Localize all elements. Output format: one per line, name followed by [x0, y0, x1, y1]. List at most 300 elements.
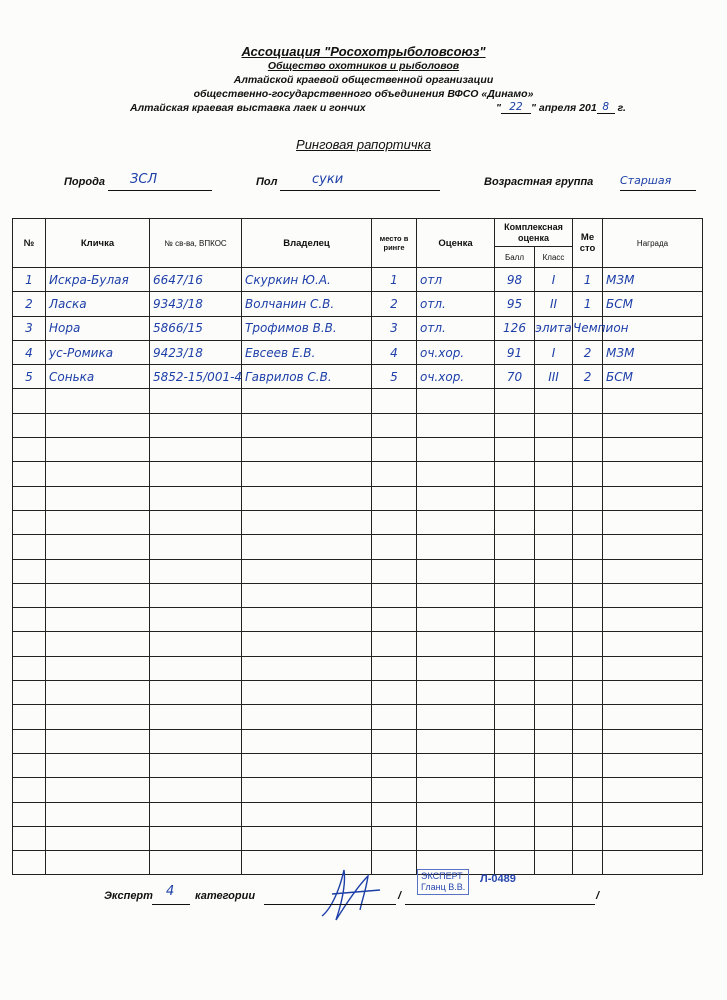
cell-name: [46, 608, 150, 632]
cell-name: [46, 486, 150, 510]
cell-place: Чемпион: [573, 316, 603, 340]
cell-class: [535, 656, 573, 680]
cell-award: [603, 851, 703, 875]
cell-grade: [417, 510, 495, 534]
cell-place: [573, 559, 603, 583]
cell-name: [46, 389, 150, 413]
cell-award: [603, 632, 703, 656]
cell-award: [603, 535, 703, 559]
cell-grade: отл.: [417, 292, 495, 316]
exhibition-title: Алтайская краевая выставка лаек и гончих: [130, 102, 366, 114]
cell-ring-place: [372, 778, 417, 802]
cell-award: [603, 438, 703, 462]
cell-place: [573, 510, 603, 534]
cell-owner: [242, 632, 372, 656]
cell-score: [495, 826, 535, 850]
report-table: [12, 218, 703, 875]
cell-num: [13, 559, 46, 583]
cell-score: [495, 510, 535, 534]
cell-place: 1: [573, 292, 603, 316]
cell-place: [573, 826, 603, 850]
breed-label: Порода: [64, 176, 105, 188]
cell-grade: [417, 705, 495, 729]
cell-num: [13, 413, 46, 437]
table-row: [13, 268, 703, 292]
cell-reg: [150, 389, 242, 413]
col-header-grade: Оценка: [417, 219, 495, 268]
cell-place: 2: [573, 340, 603, 364]
cell-num: [13, 608, 46, 632]
cell-class: [535, 486, 573, 510]
cell-award: [603, 826, 703, 850]
cell-class: [535, 583, 573, 607]
table-row: [13, 340, 703, 364]
cell-ring-place: [372, 826, 417, 850]
cell-score: [495, 681, 535, 705]
cell-reg: [150, 413, 242, 437]
cell-grade: [417, 608, 495, 632]
cell-place: [573, 802, 603, 826]
cell-name: Нора: [46, 316, 150, 340]
cell-class: элита: [535, 316, 573, 340]
cell-score: [495, 462, 535, 486]
table-row: [13, 681, 703, 705]
expert-label: Эксперт: [104, 890, 153, 902]
col-header-place: Ме сто: [573, 219, 603, 268]
cell-num: [13, 778, 46, 802]
cell-score: [495, 753, 535, 777]
cell-owner: [242, 535, 372, 559]
cell-owner: Гаврилов С.В.: [242, 365, 372, 389]
cell-place: [573, 608, 603, 632]
cell-reg: [150, 656, 242, 680]
cell-award: [603, 681, 703, 705]
table-row: [13, 608, 703, 632]
table-row: [13, 729, 703, 753]
cell-num: [13, 802, 46, 826]
cell-class: [535, 851, 573, 875]
cell-ring-place: [372, 729, 417, 753]
category-underline: [152, 904, 190, 905]
cell-owner: [242, 510, 372, 534]
cell-num: [13, 486, 46, 510]
cell-reg: 9343/18: [150, 292, 242, 316]
cell-name: [46, 535, 150, 559]
cell-reg: [150, 729, 242, 753]
table-row: [13, 316, 703, 340]
cell-reg: [150, 802, 242, 826]
cell-reg: [150, 632, 242, 656]
cell-class: II: [535, 292, 573, 316]
cell-owner: Трофимов В.В.: [242, 316, 372, 340]
table-row: [13, 510, 703, 534]
cell-reg: [150, 608, 242, 632]
cell-grade: [417, 389, 495, 413]
cell-score: [495, 438, 535, 462]
col-header-name: Кличка: [46, 219, 150, 268]
cell-reg: [150, 535, 242, 559]
cell-owner: Волчанин С.В.: [242, 292, 372, 316]
cell-name: [46, 510, 150, 534]
cell-reg: [150, 559, 242, 583]
cell-owner: [242, 462, 372, 486]
cell-grade: [417, 802, 495, 826]
cell-class: [535, 413, 573, 437]
cell-score: 70: [495, 365, 535, 389]
breed-sex-age-line: [0, 172, 727, 196]
cell-num: 1: [13, 268, 46, 292]
cell-reg: [150, 462, 242, 486]
cell-owner: [242, 681, 372, 705]
cell-num: [13, 632, 46, 656]
cell-grade: [417, 486, 495, 510]
cell-score: [495, 413, 535, 437]
cell-place: [573, 583, 603, 607]
stamp-name: Гланц В.В.: [421, 882, 466, 892]
cell-name: [46, 438, 150, 462]
cell-class: [535, 705, 573, 729]
cell-grade: [417, 656, 495, 680]
date-line: [496, 101, 626, 114]
cell-grade: [417, 778, 495, 802]
col-header-reg: № св-ва, ВПКОС: [150, 219, 242, 268]
cell-name: [46, 826, 150, 850]
cell-score: [495, 632, 535, 656]
cell-ring-place: [372, 681, 417, 705]
cell-grade: оч.хор.: [417, 340, 495, 364]
cell-num: 5: [13, 365, 46, 389]
cell-grade: [417, 462, 495, 486]
cell-name: [46, 851, 150, 875]
table-row: [13, 753, 703, 777]
cell-ring-place: [372, 462, 417, 486]
cell-class: [535, 535, 573, 559]
cell-award: [603, 753, 703, 777]
cell-name: [46, 778, 150, 802]
col-header-class: Класс: [535, 247, 573, 268]
table-row: [13, 802, 703, 826]
cell-grade: [417, 681, 495, 705]
table-row: [13, 826, 703, 850]
cell-name: [46, 559, 150, 583]
cell-class: [535, 632, 573, 656]
cell-score: 95: [495, 292, 535, 316]
table-row: [13, 486, 703, 510]
cell-ring-place: [372, 510, 417, 534]
cell-class: [535, 389, 573, 413]
cell-name: [46, 705, 150, 729]
cell-grade: [417, 729, 495, 753]
col-header-complex: Комплексная оценка: [495, 219, 573, 247]
cell-reg: 6647/16: [150, 268, 242, 292]
cell-num: [13, 681, 46, 705]
cell-score: [495, 802, 535, 826]
cell-num: 3: [13, 316, 46, 340]
cell-class: [535, 438, 573, 462]
cell-grade: отл: [417, 268, 495, 292]
cell-award: [603, 486, 703, 510]
cell-owner: [242, 656, 372, 680]
cell-num: 4: [13, 340, 46, 364]
org-line-2: общественно-государственного объединения ВФСО «Динамо»: [193, 88, 534, 100]
table-row: [13, 632, 703, 656]
cell-owner: [242, 559, 372, 583]
stamp-code: Л-0489: [480, 873, 516, 885]
cell-award: [603, 705, 703, 729]
cell-ring-place: [372, 656, 417, 680]
table-row: [13, 365, 703, 389]
cell-score: [495, 389, 535, 413]
cell-grade: [417, 753, 495, 777]
cell-class: I: [535, 340, 573, 364]
cell-score: [495, 851, 535, 875]
cell-score: [495, 535, 535, 559]
cell-place: 1: [573, 268, 603, 292]
cell-owner: [242, 389, 372, 413]
sex-label: Пол: [256, 176, 278, 188]
cell-ring-place: [372, 486, 417, 510]
cell-award: [603, 778, 703, 802]
cell-owner: Скуркин Ю.А.: [242, 268, 372, 292]
cell-class: [535, 778, 573, 802]
cell-score: [495, 778, 535, 802]
name-underline: [405, 904, 595, 905]
cell-name: [46, 681, 150, 705]
cell-owner: [242, 705, 372, 729]
cell-grade: [417, 826, 495, 850]
cell-score: [495, 583, 535, 607]
cell-num: 2: [13, 292, 46, 316]
cell-place: [573, 681, 603, 705]
col-header-num: №: [13, 219, 46, 268]
cell-place: [573, 705, 603, 729]
slash-1: /: [398, 890, 402, 902]
cell-score: [495, 608, 535, 632]
cell-ring-place: [372, 608, 417, 632]
cell-num: [13, 705, 46, 729]
table-row: [13, 413, 703, 437]
date-month: " апреля 201: [530, 102, 597, 114]
cell-ring-place: [372, 583, 417, 607]
cell-num: [13, 510, 46, 534]
breed-value: ЗСЛ: [130, 172, 158, 187]
cell-score: 126: [495, 316, 535, 340]
cell-name: [46, 802, 150, 826]
cell-reg: [150, 826, 242, 850]
age-group-underline: [620, 190, 696, 191]
cell-grade: [417, 583, 495, 607]
cell-place: [573, 656, 603, 680]
col-header-score: Балл: [495, 247, 535, 268]
cell-place: [573, 413, 603, 437]
cell-reg: [150, 583, 242, 607]
cell-class: [535, 681, 573, 705]
cell-award: [603, 413, 703, 437]
expert-stamp: [417, 869, 516, 895]
cell-class: [535, 802, 573, 826]
cell-award: МЗМ: [603, 268, 703, 292]
cell-num: [13, 753, 46, 777]
cell-award: [603, 510, 703, 534]
cell-owner: Евсеев Е.В.: [242, 340, 372, 364]
cell-reg: [150, 438, 242, 462]
cell-num: [13, 462, 46, 486]
table-row: [13, 438, 703, 462]
age-group-label: Возрастная группа: [484, 176, 594, 188]
cell-award: [603, 802, 703, 826]
cell-grade: оч.хор.: [417, 365, 495, 389]
cell-score: [495, 486, 535, 510]
cell-ring-place: [372, 802, 417, 826]
category-value: 4: [166, 884, 175, 899]
cell-reg: [150, 705, 242, 729]
table-row: [13, 705, 703, 729]
breed-underline: [108, 190, 212, 191]
cell-place: [573, 851, 603, 875]
cell-reg: 5866/15: [150, 316, 242, 340]
cell-class: [535, 559, 573, 583]
date-open-quote: ": [496, 102, 501, 114]
cell-ring-place: [372, 438, 417, 462]
cell-ring-place: 1: [372, 268, 417, 292]
cell-owner: [242, 826, 372, 850]
cell-ring-place: 3: [372, 316, 417, 340]
cell-owner: [242, 753, 372, 777]
cell-score: [495, 705, 535, 729]
cell-reg: [150, 510, 242, 534]
cell-owner: [242, 729, 372, 753]
cell-num: [13, 535, 46, 559]
cell-award: [603, 462, 703, 486]
cell-num: [13, 389, 46, 413]
cell-award: БСМ: [603, 292, 703, 316]
cell-name: [46, 729, 150, 753]
cell-place: [573, 462, 603, 486]
cell-grade: отл.: [417, 316, 495, 340]
cell-num: [13, 438, 46, 462]
association-title: Ассоциация "Росохотрыболовсоюз": [241, 44, 486, 59]
cell-class: [535, 753, 573, 777]
cell-place: [573, 729, 603, 753]
org-line-1: Алтайской краевой общественной организации: [233, 74, 494, 86]
cell-owner: [242, 608, 372, 632]
cell-name: Сонька: [46, 365, 150, 389]
cell-num: [13, 729, 46, 753]
cell-name: ус-Ромика: [46, 340, 150, 364]
table-row: [13, 292, 703, 316]
table-row: [13, 389, 703, 413]
cell-ring-place: 2: [372, 292, 417, 316]
cell-score: [495, 729, 535, 753]
cell-award: [603, 729, 703, 753]
cell-ring-place: 5: [372, 365, 417, 389]
cell-grade: [417, 535, 495, 559]
cell-reg: [150, 778, 242, 802]
cell-owner: [242, 583, 372, 607]
cell-award: [603, 656, 703, 680]
cell-ring-place: [372, 705, 417, 729]
cell-award: [603, 559, 703, 583]
cell-reg: 5852-15/001-4: [150, 365, 242, 389]
cell-place: [573, 486, 603, 510]
cell-num: [13, 826, 46, 850]
cell-score: 91: [495, 340, 535, 364]
cell-ring-place: [372, 632, 417, 656]
cell-reg: [150, 486, 242, 510]
table-row: [13, 778, 703, 802]
table-row: [13, 462, 703, 486]
cell-grade: [417, 559, 495, 583]
cell-award: [603, 389, 703, 413]
cell-class: [535, 510, 573, 534]
cell-place: [573, 778, 603, 802]
sex-value: суки: [312, 172, 344, 187]
cell-place: [573, 535, 603, 559]
cell-num: [13, 656, 46, 680]
cell-score: 98: [495, 268, 535, 292]
cell-class: III: [535, 365, 573, 389]
cell-owner: [242, 486, 372, 510]
cell-ring-place: [372, 559, 417, 583]
cell-award: БСМ: [603, 365, 703, 389]
cell-name: [46, 413, 150, 437]
cell-place: [573, 389, 603, 413]
cell-place: 2: [573, 365, 603, 389]
cell-award: МЗМ: [603, 340, 703, 364]
cell-award: [603, 583, 703, 607]
sex-underline: [280, 190, 440, 191]
cell-name: Искра-Булая: [46, 268, 150, 292]
cell-score: [495, 656, 535, 680]
table-row: [13, 559, 703, 583]
cell-name: [46, 753, 150, 777]
col-header-award: Награда: [603, 219, 703, 268]
table-row: [13, 535, 703, 559]
cell-name: Ласка: [46, 292, 150, 316]
cell-name: [46, 632, 150, 656]
cell-place: [573, 753, 603, 777]
cell-owner: [242, 802, 372, 826]
cell-ring-place: [372, 753, 417, 777]
stamp-title: ЭКСПЕРТ: [421, 871, 463, 881]
cell-grade: [417, 413, 495, 437]
cell-num: [13, 583, 46, 607]
cell-ring-place: [372, 535, 417, 559]
cell-class: [535, 608, 573, 632]
cell-owner: [242, 778, 372, 802]
date-suffix: г.: [617, 102, 626, 114]
signature-underline: [264, 904, 396, 905]
table-body: [13, 268, 703, 875]
cell-reg: [150, 851, 242, 875]
cell-class: I: [535, 268, 573, 292]
col-header-ring-place: место в ринге: [372, 219, 417, 268]
footer: [0, 884, 727, 914]
cell-owner: [242, 438, 372, 462]
cell-name: [46, 656, 150, 680]
cell-reg: [150, 681, 242, 705]
cell-reg: 9423/18: [150, 340, 242, 364]
society-title: Общество охотников и рыболовов: [267, 60, 460, 72]
category-label: категории: [195, 890, 256, 902]
cell-ring-place: [372, 413, 417, 437]
table-row: [13, 656, 703, 680]
cell-class: [535, 826, 573, 850]
cell-place: [573, 632, 603, 656]
table-row: [13, 583, 703, 607]
date-year-digit: 8: [597, 101, 615, 114]
age-group-value: Старшая: [620, 174, 672, 187]
